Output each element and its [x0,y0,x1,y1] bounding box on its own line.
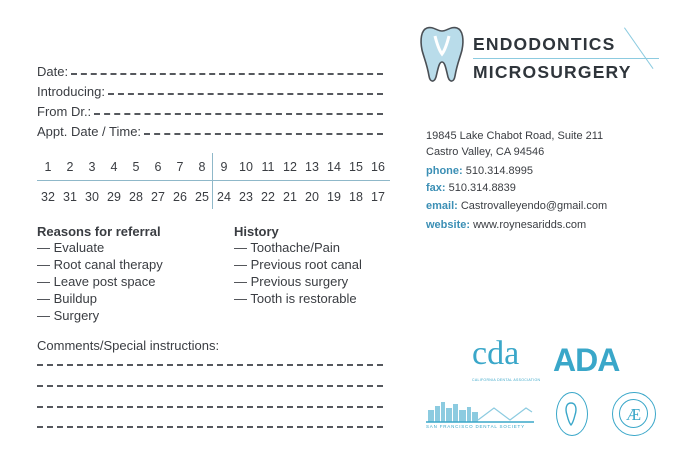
history-title: History [234,224,279,239]
tooth-number[interactable]: 17 [371,190,385,204]
list-item[interactable]: — Surgery [37,308,100,323]
introducing-field[interactable] [37,84,383,99]
tooth-number[interactable]: 25 [195,190,209,204]
tooth-number[interactable]: 29 [107,190,121,204]
phone-label: phone: [426,165,463,177]
from-doctor-field[interactable] [37,104,383,119]
email-label: email: [426,200,458,212]
tooth-number[interactable]: 15 [349,160,363,174]
email-value[interactable]: Castrovalleyendo@gmail.com [460,200,608,212]
tooth-number[interactable]: 11 [261,160,275,174]
tooth-number[interactable]: 24 [217,190,231,204]
address-line-1: 19845 Lake Chabot Road, Suite 211 [426,130,604,142]
tooth-number[interactable]: 7 [176,160,184,174]
tooth-number[interactable]: 1 [44,160,52,174]
lower-teeth-row [37,190,390,204]
tooth-number[interactable]: 28 [129,190,143,204]
tooth-number[interactable]: 8 [198,160,206,174]
tooth-number[interactable]: 23 [239,190,253,204]
tooth-number[interactable]: 10 [239,160,253,174]
tooth-number[interactable]: 4 [110,160,118,174]
from-doctor-line [94,113,383,115]
cda-subtitle: CALIFORNIA DENTAL ASSOCIATION [472,378,541,382]
introducing-label: Introducing: [37,84,105,99]
appointment-line [144,133,383,135]
date-line [71,73,383,75]
tooth-number[interactable]: 6 [154,160,162,174]
comment-line-1[interactable] [37,364,383,366]
comment-line-3[interactable] [37,406,383,408]
brand-line-2: MICROSURGERY [473,62,632,82]
tooth-number[interactable]: 21 [283,190,297,204]
appointment-field[interactable] [37,124,383,139]
tooth-number[interactable]: 16 [371,160,385,174]
tooth-number[interactable]: 22 [261,190,275,204]
diplomate-seal-icon [556,392,588,436]
tooth-number[interactable]: 31 [63,190,77,204]
tooth-chart-divider [37,180,390,181]
tooth-number[interactable]: 2 [66,160,74,174]
svg-text:Æ: Æ [625,405,642,424]
reasons-title: Reasons for referral [37,224,161,239]
tooth-logo-icon [419,24,465,86]
ada-logo: ADA [553,342,620,378]
tooth-number[interactable]: 30 [85,190,99,204]
list-item[interactable]: — Previous root canal [234,257,362,272]
website-row [426,219,586,231]
email-row [426,200,607,212]
comments-label: Comments/Special instructions: [37,338,220,353]
website-value[interactable]: www.roynesaridds.com [473,219,587,231]
tooth-number[interactable]: 12 [283,160,297,174]
tooth-number[interactable]: 32 [41,190,55,204]
tooth-number[interactable]: 13 [305,160,319,174]
tooth-number[interactable]: 5 [132,160,140,174]
list-item[interactable]: — Buildup [37,291,97,306]
sfds-caption: SAN FRANCISCO DENTAL SOCIETY [426,424,525,429]
list-item[interactable]: — Evaluate [37,240,105,255]
tooth-number[interactable]: 14 [327,160,341,174]
website-label: website: [426,219,471,231]
tooth-number[interactable]: 19 [327,190,341,204]
from-doctor-label: From Dr.: [37,104,92,119]
phone-value[interactable]: 510.314.8995 [465,165,534,177]
appointment-label: Appt. Date / Time: [37,124,142,139]
tooth-number[interactable]: 27 [151,190,165,204]
fax-value: 510.314.8839 [448,182,516,194]
tooth-number[interactable]: 18 [349,190,363,204]
cda-logo: cda [472,335,520,372]
aae-seal-icon [612,392,656,436]
comment-line-4[interactable] [37,426,383,428]
list-item[interactable]: — Toothache/Pain [234,240,340,255]
phone-row [426,165,533,177]
tooth-number[interactable]: 26 [173,190,187,204]
brand-line-1: ENDODONTICS [473,34,616,54]
introducing-line [108,93,383,95]
list-item[interactable]: — Leave post space [37,274,156,289]
tooth-number[interactable]: 3 [88,160,96,174]
list-item[interactable]: — Root canal therapy [37,257,163,272]
address-line-2: Castro Valley, CA 94546 [426,146,545,158]
comment-line-2[interactable] [37,385,383,387]
date-field[interactable] [37,64,383,79]
list-item[interactable]: — Previous surgery [234,274,349,289]
list-item[interactable]: — Tooth is restorable [234,291,357,306]
upper-teeth-row [37,160,390,174]
fax-label: fax: [426,182,446,194]
tooth-number[interactable]: 20 [305,190,319,204]
date-label: Date: [37,64,69,79]
tooth-number[interactable]: 9 [220,160,228,174]
fax-row [426,182,516,194]
brand-rule [473,58,659,59]
